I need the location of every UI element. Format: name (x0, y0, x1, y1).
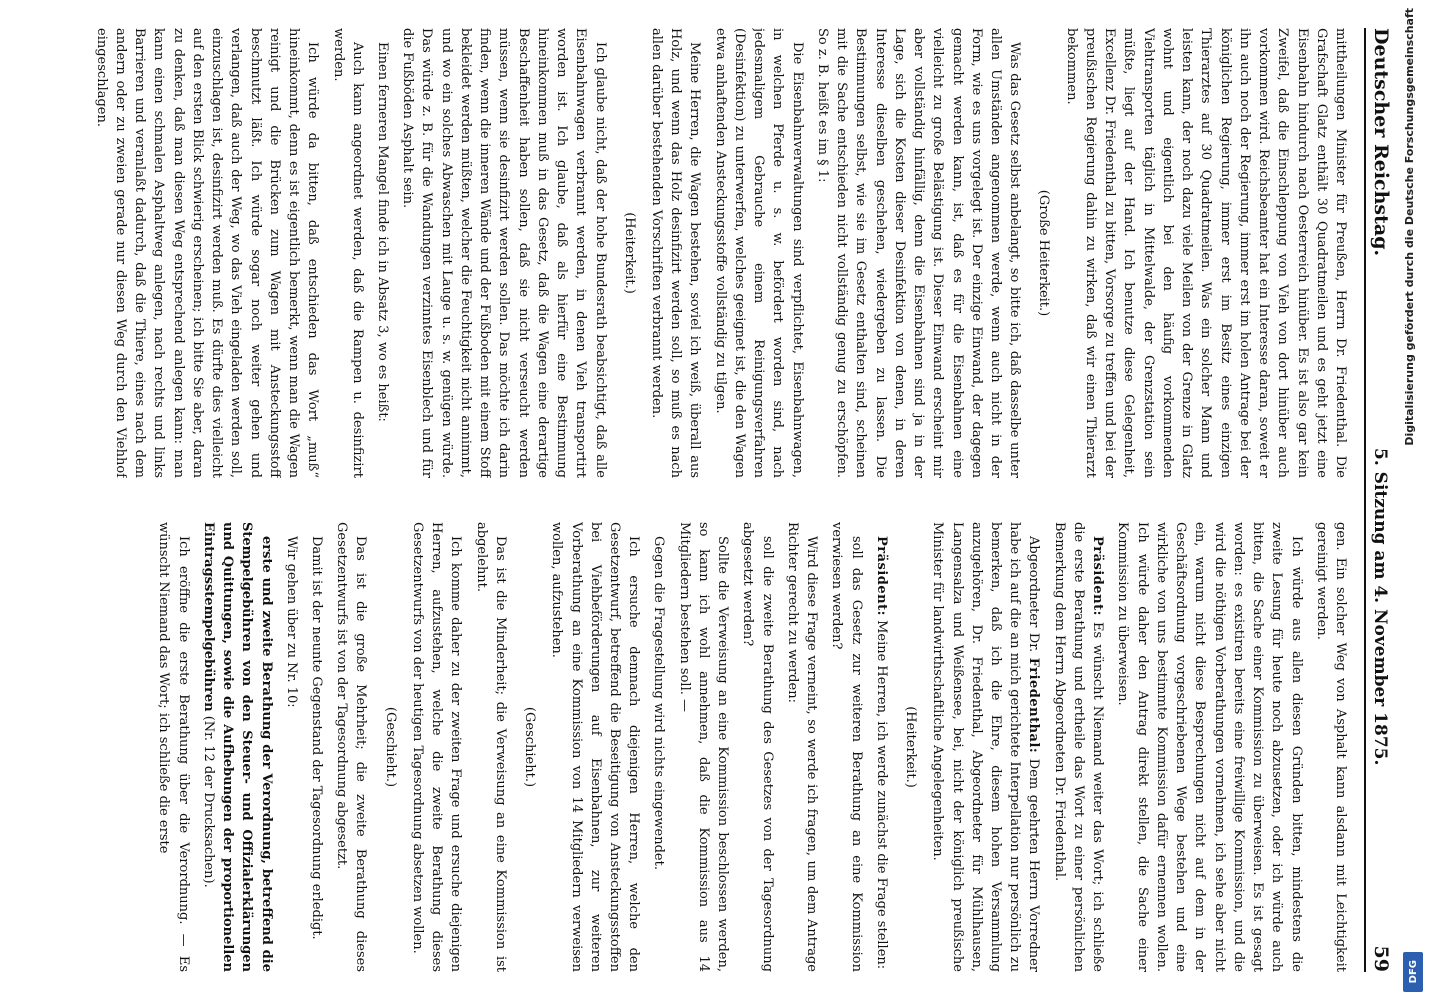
question: soll das Gesetz zur weiteren Berathung an eine Kommission verwiesen werden? (829, 522, 864, 972)
paragraph: Ich würde aus allen diesen Gründen bitten, mindestens die zweite Lesung für heute noch abzusetzen, oder ich würde auch bitten, die Sache einer Kommission zu überweisen. Es ist gesagt worden: es existiren bereits eine freiwillige Kommission, und die wird die nöthigen Vorberathungen vornehmen, ich sehe aber nicht ein, warum nicht diese Besprechungen nicht auf dem in der Geschäftsordnung vorgeschriebenen Wege bestehen und eine wirkliche von uns bestimmte Kommission dafür ernennen wollen. Ich würde daher den Antrag direkt stellen, die Sache einer Kommission zu überweisen. (1115, 522, 1304, 972)
stage-direction: (Geschieht.) (382, 706, 398, 788)
digitization-sidebar (1400, 4, 1426, 996)
question: soll die zweite Berathung des Gesetzes von der Tagesordnung abgesetzt werden? (740, 522, 775, 972)
speech (872, 522, 891, 972)
speaker-title: Abgeordneter Dr. (1026, 536, 1042, 653)
paragraph: Gegen die Fragestellung wird nichts eingewendet. (651, 536, 667, 870)
session-date: 5. Sitzung am 4. November 1875. (1370, 448, 1390, 766)
speech-text: Meine Herren, ich werde zunächst die Frage stellen: (873, 620, 889, 970)
speaker-name: Präsident: (873, 536, 889, 616)
page-number: 59 (1370, 945, 1392, 972)
right-column (50, 522, 1350, 972)
quoted-paragraph: Die Eisenbahnverwaltungen sind verpflichtet, Eisenbahnwagen, in welchen Pferde u. s. w. befördert worden sind, nach jedesmaligem Gebrauche einem Reinigungsverfahren (Desinfektion) zu unterwerfen, welches geeignet ist, die den Wagen etwa anhaftenden Ansteckungsstoffe vollständig zu tilgen. (712, 28, 805, 478)
paragraph: Ich komme daher zu der zweiten Frage und ersuche diejenigen Herren, aufzustehen, welche die zweite Berathung dieses Gesetzentwurfs von der heutigen Tagesordnung absetzen wollen. (409, 522, 464, 972)
left-column (50, 28, 1350, 478)
paragraph: mittheilungen Minister für Preußen, Herrn Dr. Friedenthal. Die Grafschaft Glatz enthält 30 Quadratmeilen und es geht jetzt eine Eisenbahn hindurch nach Oesterreich hinüber. Es ist also gar kein Zweifel, daß die Einschleppung von Vieh von dort hinüber auch vorkommen wird. Reichsbeamter hat ein Interesse daran, soweit er ihn auch noch der Regierung, immer erst im holen Antrage bei der königlichen Regierung, immer erst im Besitz eines einzigen Thierarztes auf 30 Quadratmeilen. Was ein solcher Mann und leisten kann, der noch dazu viele Meilen von der Grenze in Glatz wohnt und eigentlich bei den häufig vorkommenden Viehtransporten täglich in Mittelwalde, der Grenzstation sein müßte, liegt auf der Hand. Ich benutze diese Gelegenheit, Excellenz Dr. Friedenthal zu bitten, Vorsorge zu treffen und bei der preußischen Regierung dahin zu wirken, daß wir einen Thierarzt bekommen. (1063, 28, 1348, 478)
paragraph: Ich ersuche demnach diejenigen Herren, welche den Gesetzentwurf, betreffend die Beseitigung von Ansteckungsstoffen bei Viehbeförderungen auf Eisenbahnen, zur weiteren Vorberathung an eine Kommission von 14 Mitgliedern verweisen wollen, aufzustehen. (549, 522, 642, 972)
speech (1049, 522, 1107, 972)
agenda-item-title: erste und zweite Berathung der Verordnung, betreffend die Stempelgebühren von den Steuer- und Offizialerklärungen und Quittungen, sowie die Aufhebungen der proportionellen Eintragsstempelgebühren (200, 522, 274, 972)
paragraph: Was das Gesetz selbst anbelangt, so bitte ich, daß dasselbe unter allen Umständen angenommen werde, wenn auch nicht in der Form, wie es uns vorgelegt ist. Der einzige Einwand, der dagegen gemacht werden kann, ist, daß es für die Eisenbahnen eine vielleicht zu große Belästigung ist. Dieser Einwand erscheint mir aber vollständig hinfällig, denn die Eisenbahnen sind ja in der Lage, sich die Kosten dieser Desinfektion von denen, in deren Interesse dieselben geschehen, wiedergeben zu lassen. Die Bestimmungen selbst, wie sie im Gesetz enthalten sind, scheinen mit die Sache entschieden nicht vollständig genug zu erschöpfen. So z. B. heißt es im § 1: (814, 28, 1023, 478)
paragraph: Ich glaube nicht, daß der hohe Bundesrath beabsichtigt, daß alle Eisenbahnwagen verbrannt werden, in denen Vieh transportirt worden ist. Ich glaube, daß als hierfür eine Bestimmung hineinkommen muß in das Gesetz, daß die Wagen eine derartige Beschaffenheit haben sollen, daß sie nicht verseucht werden müssen, wenn sie desinfizirt werden sollen. Das möchte ich darin finden, wenn die inneren Wände und der Fußboden mit einem Stoff bekleidet werden müßten, welcher die Feuchtigkeit nicht annimmt, und wo ein solches Abwaschen mit Lauge u. s. w. genügen würde. Das würde z. B. für die Wandungen verzinntes Eisenblech und für die Fußböden Asphalt sein. (400, 28, 608, 478)
stage-direction: (Heiterkeit.) (621, 212, 637, 294)
stage-direction: (Große Heiterkeit.) (1036, 189, 1052, 317)
speaker-name: Friedenthal: (1026, 657, 1042, 754)
paragraph: gen. Ein solcher Weg von Asphalt kann alsdann mit Leichtigkeit gereinigt werden. (1313, 522, 1348, 972)
paragraph: Das ist die große Mehrheit; die zweite Berathung dieses Gesetzentwurfs ist von der Tagesordnung abgesetzt. (334, 522, 369, 972)
speech-text: Es wünscht Niemand weiter das Wort; ich schließe die erste Berathung und ertheile das Wort zu einer persönlichen Bemerkung dem Herrn Abgeordneten Dr. Friedenthal. (1051, 522, 1106, 972)
stage-direction: (Heiterkeit.) (903, 706, 919, 788)
paragraph: Das ist die Minderheit; die Verweisung an eine Kommission ist abgelehnt. (473, 522, 508, 972)
agenda-item-reference: (Nr. 12 der Drucksachen). (200, 715, 216, 888)
paragraph: Meine Herren, die Wagen bestehen, soviel ich weiß, überall aus Holz, und wenn das Holz desinfizirt werden soll, so muß es nach allen darüber bestehenden Vorschriften verbrannt werden. (649, 28, 703, 478)
speech-text: Dem geehrten Herrn Vorredner habe ich auf die an mich gerichtete Interpellation nur persönlich zu bemerken, daß ich die Ehre, diesem hohen Versammlung anzugehören, Dr. Friedenthal, Abgeordneter für Mühlhausen, Langensalza und Weißensee, bei, nicht der königlich preußische Minister für landwirthschaftliche Angelegenheiten. (930, 522, 1042, 972)
quoted-paragraph: Auch kann angeordnet werden, daß die Rampen u. desinfizirt werden. (330, 28, 365, 478)
paragraph: Ich würde da bitten, daß entschieden das Wort „muß“ hineinkommt, denn es ist eigentlich bemerkt, wenn man die Wagen reinigt und die Brücken zum Wagen mit Ansteckungsstoff beschmutzt läßt. Ich würde sogar noch weiter gehen und verlangen, daß auch der Weg, wo das Vieh eingeladen werden soll, einzuschlagen ist, desinfizirt werden muß. Es dürfte dies vielleicht auf den ersten Blick schwierig erscheinen; ich bitte Sie aber, daran zu denken, daß man diesen Weg entsprechend anlegen kann: man kann einen schmalen Asphaltweg anlegen, nach rechts und links Barrieren und veranlaßt dadurch, daß die Thiere, eines nach dem andern oder zu zweien gerade nur diesen Weg durch den Viehhof eingeschlagen. (93, 28, 321, 478)
paragraph: Sollte die Verweisung an eine Kommission beschlossen werden, so kann ich wohl annehmen, daß die Kommission aus 14 Mitgliedern bestehen soll. — (676, 522, 731, 972)
paragraph: Ich eröffne die erste Berathung über die Verordnung. — Es wünscht Niemand das Wort; ich schließe die erste (156, 522, 191, 972)
dfg-logo-text: DFG (1407, 960, 1419, 984)
paragraph: Damit ist der neunte Gegenstand der Tagesordnung erledigt. (308, 536, 324, 940)
stage-direction: (Geschieht.) (522, 706, 538, 788)
page-header (1364, 28, 1402, 972)
paragraph: Einen ferneren Mangel finde ich in Absatz 3, wo es heißt: (374, 42, 390, 422)
digitization-note: Digitalisierung gefördert durch die Deutsche Forschungsgemeinschaft (1403, 8, 1416, 446)
agenda-item (199, 522, 276, 972)
paragraph: Wird diese Frage verneint, so werde ich fragen, um dem Antrage Richter gerecht zu werden: (784, 522, 820, 972)
dfg-logo (1403, 952, 1423, 992)
publication-title: Deutscher Reichstag. (1370, 28, 1392, 257)
speech (928, 522, 1043, 972)
paragraph: Wir gehen über zu Nr. 10: (283, 536, 299, 708)
speaker-name: Präsident: (1090, 536, 1106, 616)
